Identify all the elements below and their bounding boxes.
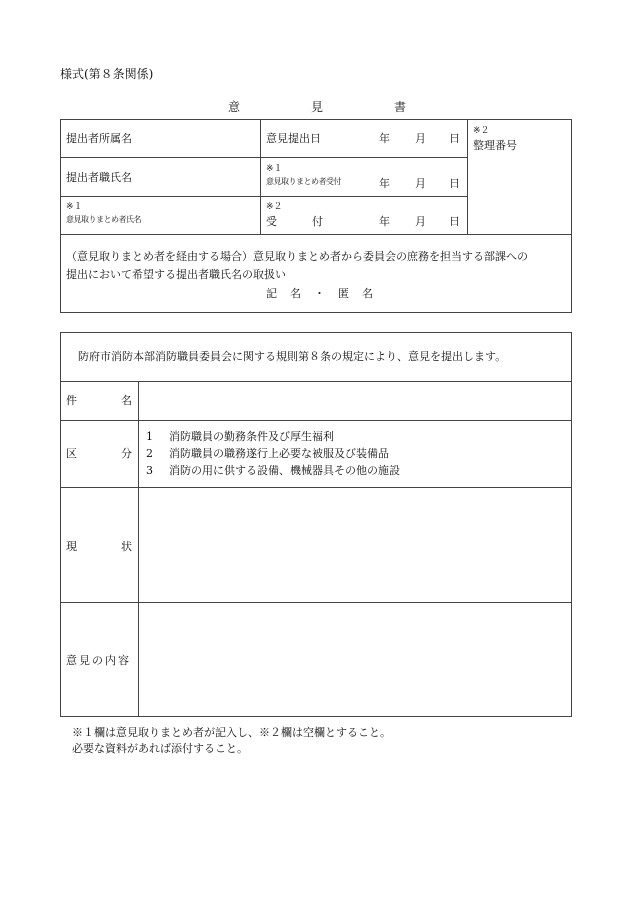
subject-field[interactable] xyxy=(139,382,571,420)
category-label-char: 区 xyxy=(66,447,77,460)
choice-char: 記 xyxy=(266,287,277,300)
receipt-mark: ※２ xyxy=(266,202,283,212)
handling-note-line1: （意見取りまとめ者を経由する場合）意見取りまとめ者から委員会の庶務を担当する部課への xyxy=(66,250,528,263)
compiler-mark: ※１ xyxy=(66,202,83,212)
registration-mark: ※２ xyxy=(473,126,490,136)
category-option-text[interactable]: 消防職員の職務遂行上必要な被服及び装備品 xyxy=(169,447,389,460)
choice-char: ・ xyxy=(314,287,325,300)
footnote-line1: ※１欄は意見取りまとめ者が記入し、※２欄は空欄とすること。 xyxy=(72,726,391,739)
opinion-content-label: 意見の内容 xyxy=(66,654,131,667)
date-month: 月 xyxy=(415,215,426,228)
compiler-name-label: 意見取りまとめ者氏名 xyxy=(66,215,141,224)
receipt-char: 付 xyxy=(312,215,323,228)
title-char: 見 xyxy=(311,100,324,114)
submit-date-label: 意見提出日 xyxy=(266,132,321,145)
title-char: 意 xyxy=(228,100,241,114)
category-label-char: 分 xyxy=(121,447,132,460)
date-year: 年 xyxy=(379,132,390,145)
category-option-text[interactable]: 消防の用に供する設備、機械器具その他の施設 xyxy=(169,464,400,477)
category-option-number: 1 xyxy=(146,430,153,443)
date-month: 月 xyxy=(415,177,426,190)
handling-note-line2: 提出において希望する提出者職氏名の取扱い xyxy=(66,268,286,281)
footnote-line2: 必要な資料があれば添付すること。 xyxy=(72,742,248,755)
opinion-content-field[interactable] xyxy=(139,603,571,716)
date-day: 日 xyxy=(449,215,460,228)
subject-label-char: 件 xyxy=(66,394,77,407)
compiler-receipt-label: 意見取りまとめ者受付 xyxy=(266,177,341,186)
date-day: 日 xyxy=(449,177,460,190)
choice-char: 名 xyxy=(362,287,373,300)
choice-char: 名 xyxy=(290,287,301,300)
date-day: 日 xyxy=(449,132,460,145)
compiler-receipt-mark: ※１ xyxy=(266,164,283,174)
registration-number-label: 整理番号 xyxy=(473,139,517,152)
date-year: 年 xyxy=(379,177,390,190)
category-option-number: 2 xyxy=(146,447,153,460)
subject-label-char: 名 xyxy=(121,394,132,407)
category-option-number: 3 xyxy=(146,464,153,477)
title-char: 書 xyxy=(394,100,407,114)
receipt-char: 受 xyxy=(266,215,277,228)
date-year: 年 xyxy=(379,215,390,228)
status-field[interactable] xyxy=(139,488,571,602)
intro-statement: 防府市消防本部消防職員委員会に関する規則第８条の規定により、意見を提出します。 xyxy=(78,350,507,363)
category-option-text[interactable]: 消防職員の勤務条件及び厚生福利 xyxy=(169,430,334,443)
choice-char: 匿 xyxy=(338,287,349,300)
form-label: 様式(第８条関係) xyxy=(60,67,154,81)
date-month: 月 xyxy=(415,132,426,145)
status-label-char: 状 xyxy=(121,540,132,553)
status-label-char: 現 xyxy=(66,540,77,553)
affiliation-label: 提出者所属名 xyxy=(66,132,132,145)
name-label: 提出者職氏名 xyxy=(66,171,132,184)
